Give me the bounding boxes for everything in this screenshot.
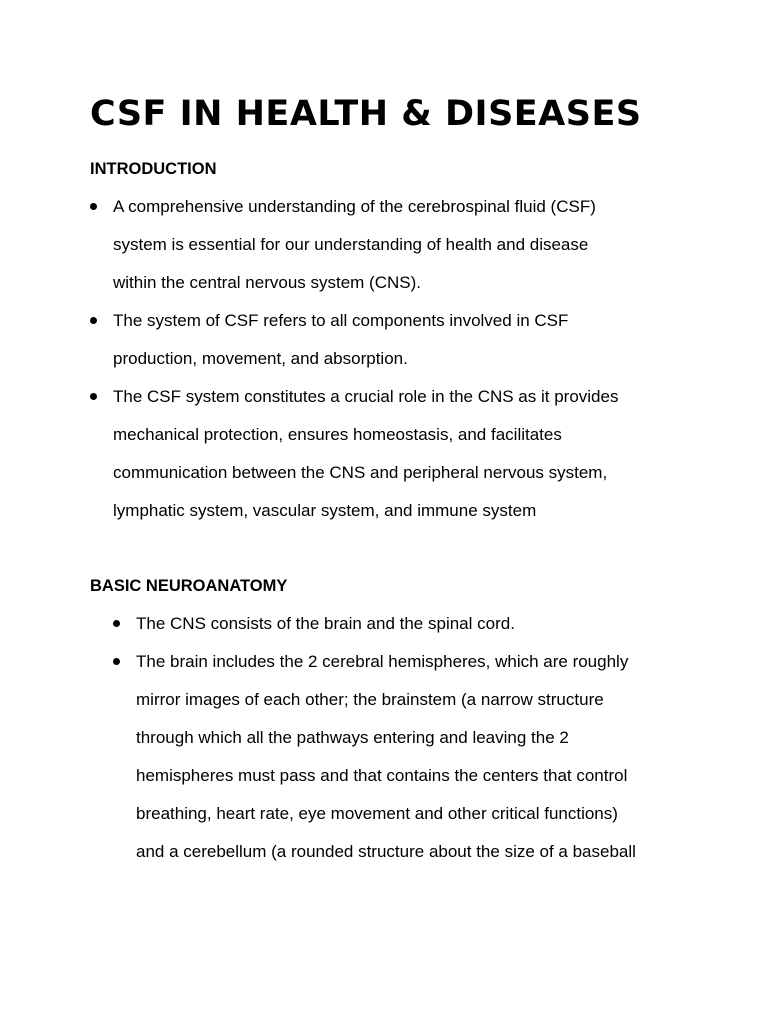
text-line: A comprehensive understanding of the cerebrospinal fluid (CSF) xyxy=(113,197,596,216)
bullet-icon xyxy=(90,393,97,400)
text-line: through which all the pathways entering and leaving the 2 xyxy=(136,728,569,747)
text-line: and a cerebellum (a rounded structure about the size of a baseball xyxy=(136,842,636,861)
list-item xyxy=(113,605,713,643)
introduction-bullet-list xyxy=(90,188,690,530)
list-item xyxy=(113,643,713,871)
list-item xyxy=(90,378,690,530)
text-line: mirror images of each other; the brainstem (a narrow structure xyxy=(136,690,604,709)
text-line: system is essential for our understanding of health and disease xyxy=(113,235,589,254)
text-line: within the central nervous system (CNS). xyxy=(113,273,421,292)
text-line: breathing, heart rate, eye movement and other critical functions) xyxy=(136,804,618,823)
section-heading-basic-neuroanatomy: BASIC NEUROANATOMY xyxy=(90,577,288,595)
text-line: production, movement, and absorption. xyxy=(113,349,408,368)
list-item xyxy=(90,188,690,302)
bullet-icon xyxy=(113,620,120,627)
bullet-icon xyxy=(90,203,97,210)
bullet-icon xyxy=(90,317,97,324)
bullet-icon xyxy=(113,658,120,665)
text-line: communication between the CNS and peripheral nervous system, xyxy=(113,463,608,482)
list-item xyxy=(90,302,690,378)
text-line: The brain includes the 2 cerebral hemispheres, which are roughly xyxy=(136,652,629,671)
document-title: CSF IN HEALTH & DISEASES xyxy=(90,94,642,134)
section-heading-introduction: INTRODUCTION xyxy=(90,160,217,178)
text-line: The CNS consists of the brain and the spinal cord. xyxy=(136,614,515,633)
text-line: lymphatic system, vascular system, and immune system xyxy=(113,501,537,520)
text-line: The CSF system constitutes a crucial role in the CNS as it provides xyxy=(113,387,619,406)
neuroanatomy-bullet-list xyxy=(113,605,713,871)
text-line: hemispheres must pass and that contains the centers that control xyxy=(136,766,628,785)
text-line: The system of CSF refers to all components involved in CSF xyxy=(113,311,569,330)
text-line: mechanical protection, ensures homeostasis, and facilitates xyxy=(113,425,562,444)
